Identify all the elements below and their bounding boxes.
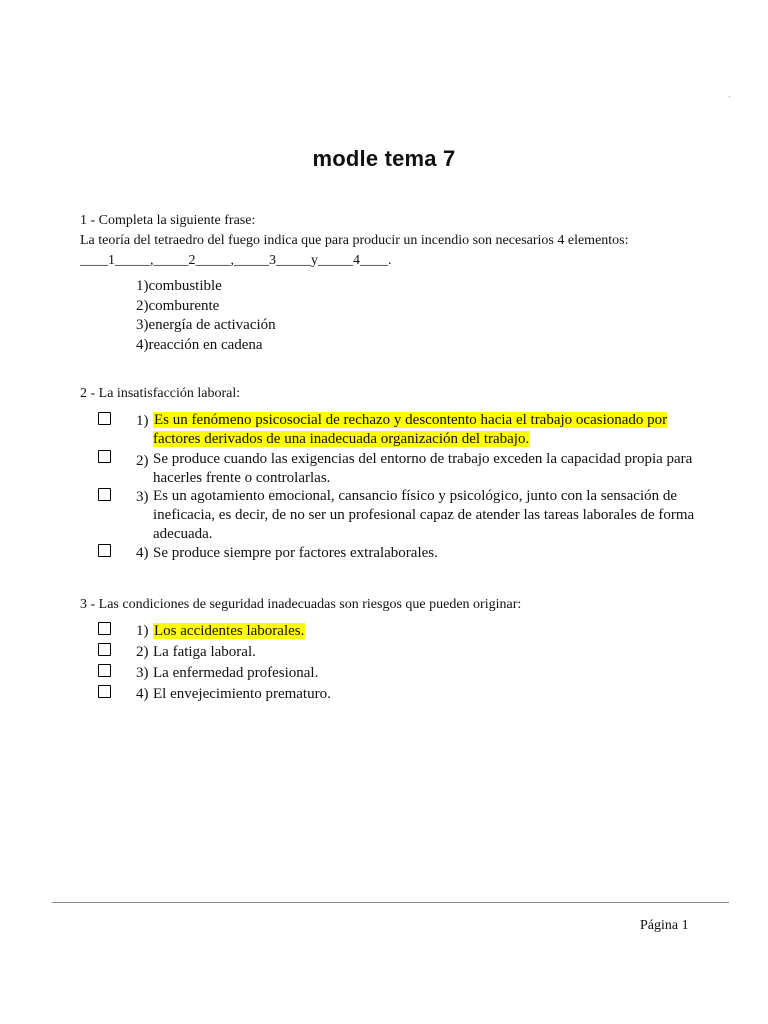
option-number: 1) [136,413,149,429]
option-text: El envejecimiento prematuro. [153,686,331,702]
option-text: Se produce siempre por factores extralaborales. [153,545,438,561]
option-number: 4) [136,686,149,702]
page-title: modle tema 7 [312,146,456,171]
checkbox[interactable] [98,685,111,698]
option-number: 2) [136,453,149,469]
question-3-heading: 3 - Las condiciones de seguridad inadecuadas son riesgos que pueden originar: [80,597,522,612]
checkbox[interactable] [98,488,111,501]
checkbox[interactable] [98,622,111,635]
option-text: La enfermedad profesional. [153,665,319,681]
option-text: La fatiga laboral. [153,644,256,660]
checkbox[interactable] [98,412,111,425]
footer-divider [52,902,729,903]
question-1-heading: 1 - Completa la siguiente frase: [80,213,256,228]
option-number: 3) [136,489,149,505]
checkbox[interactable] [98,643,111,656]
question-2-heading: 2 - La insatisfacción laboral: [80,386,241,401]
checkbox[interactable] [98,664,111,677]
checkbox[interactable] [98,450,111,463]
option-number: 4) [136,545,149,561]
page-number: Página 1 [640,918,689,933]
option-text [153,622,698,641]
question-1-answers [136,277,276,356]
option-text [153,411,698,449]
answer-line: 1)combustible [136,278,222,294]
question-1-statement: La teoría del tetraedro del fuego indica que para producir un incendio son necesarios 4 elementos: [80,233,629,248]
option-number: 3) [136,665,149,681]
answer-line: 3)energía de activación [136,317,276,334]
answer-line: 4)reacción en cadena [136,337,263,354]
option-number: 1) [136,623,149,639]
highlighted-text: Es un fenómeno psicosocial de rechazo y descontento hacia el trabajo ocasionado por factores derivados de una inadecuada organización del trabajo. [153,412,668,447]
option-text: Es un agotamiento emocional, cansancio físico y psicológico, junto con la sensación de ineficacia, es decir, de no ser un profesional capaz de atender las tareas laborales de forma adecuada. [153,488,695,542]
answer-line: 2)comburente [136,297,220,314]
stray-mark [729,96,730,97]
checkbox[interactable] [98,544,111,557]
option-text: Se produce cuando las exigencias del entorno de trabajo exceden la capacidad propia para hacerles frente o controlarlas. [153,451,693,486]
highlighted-text: Los accidentes laborales. [154,623,305,639]
option-number: 2) [136,644,149,660]
question-1-blanks: ____1_____,_____2_____,_____3_____y_____4____. [80,253,392,268]
